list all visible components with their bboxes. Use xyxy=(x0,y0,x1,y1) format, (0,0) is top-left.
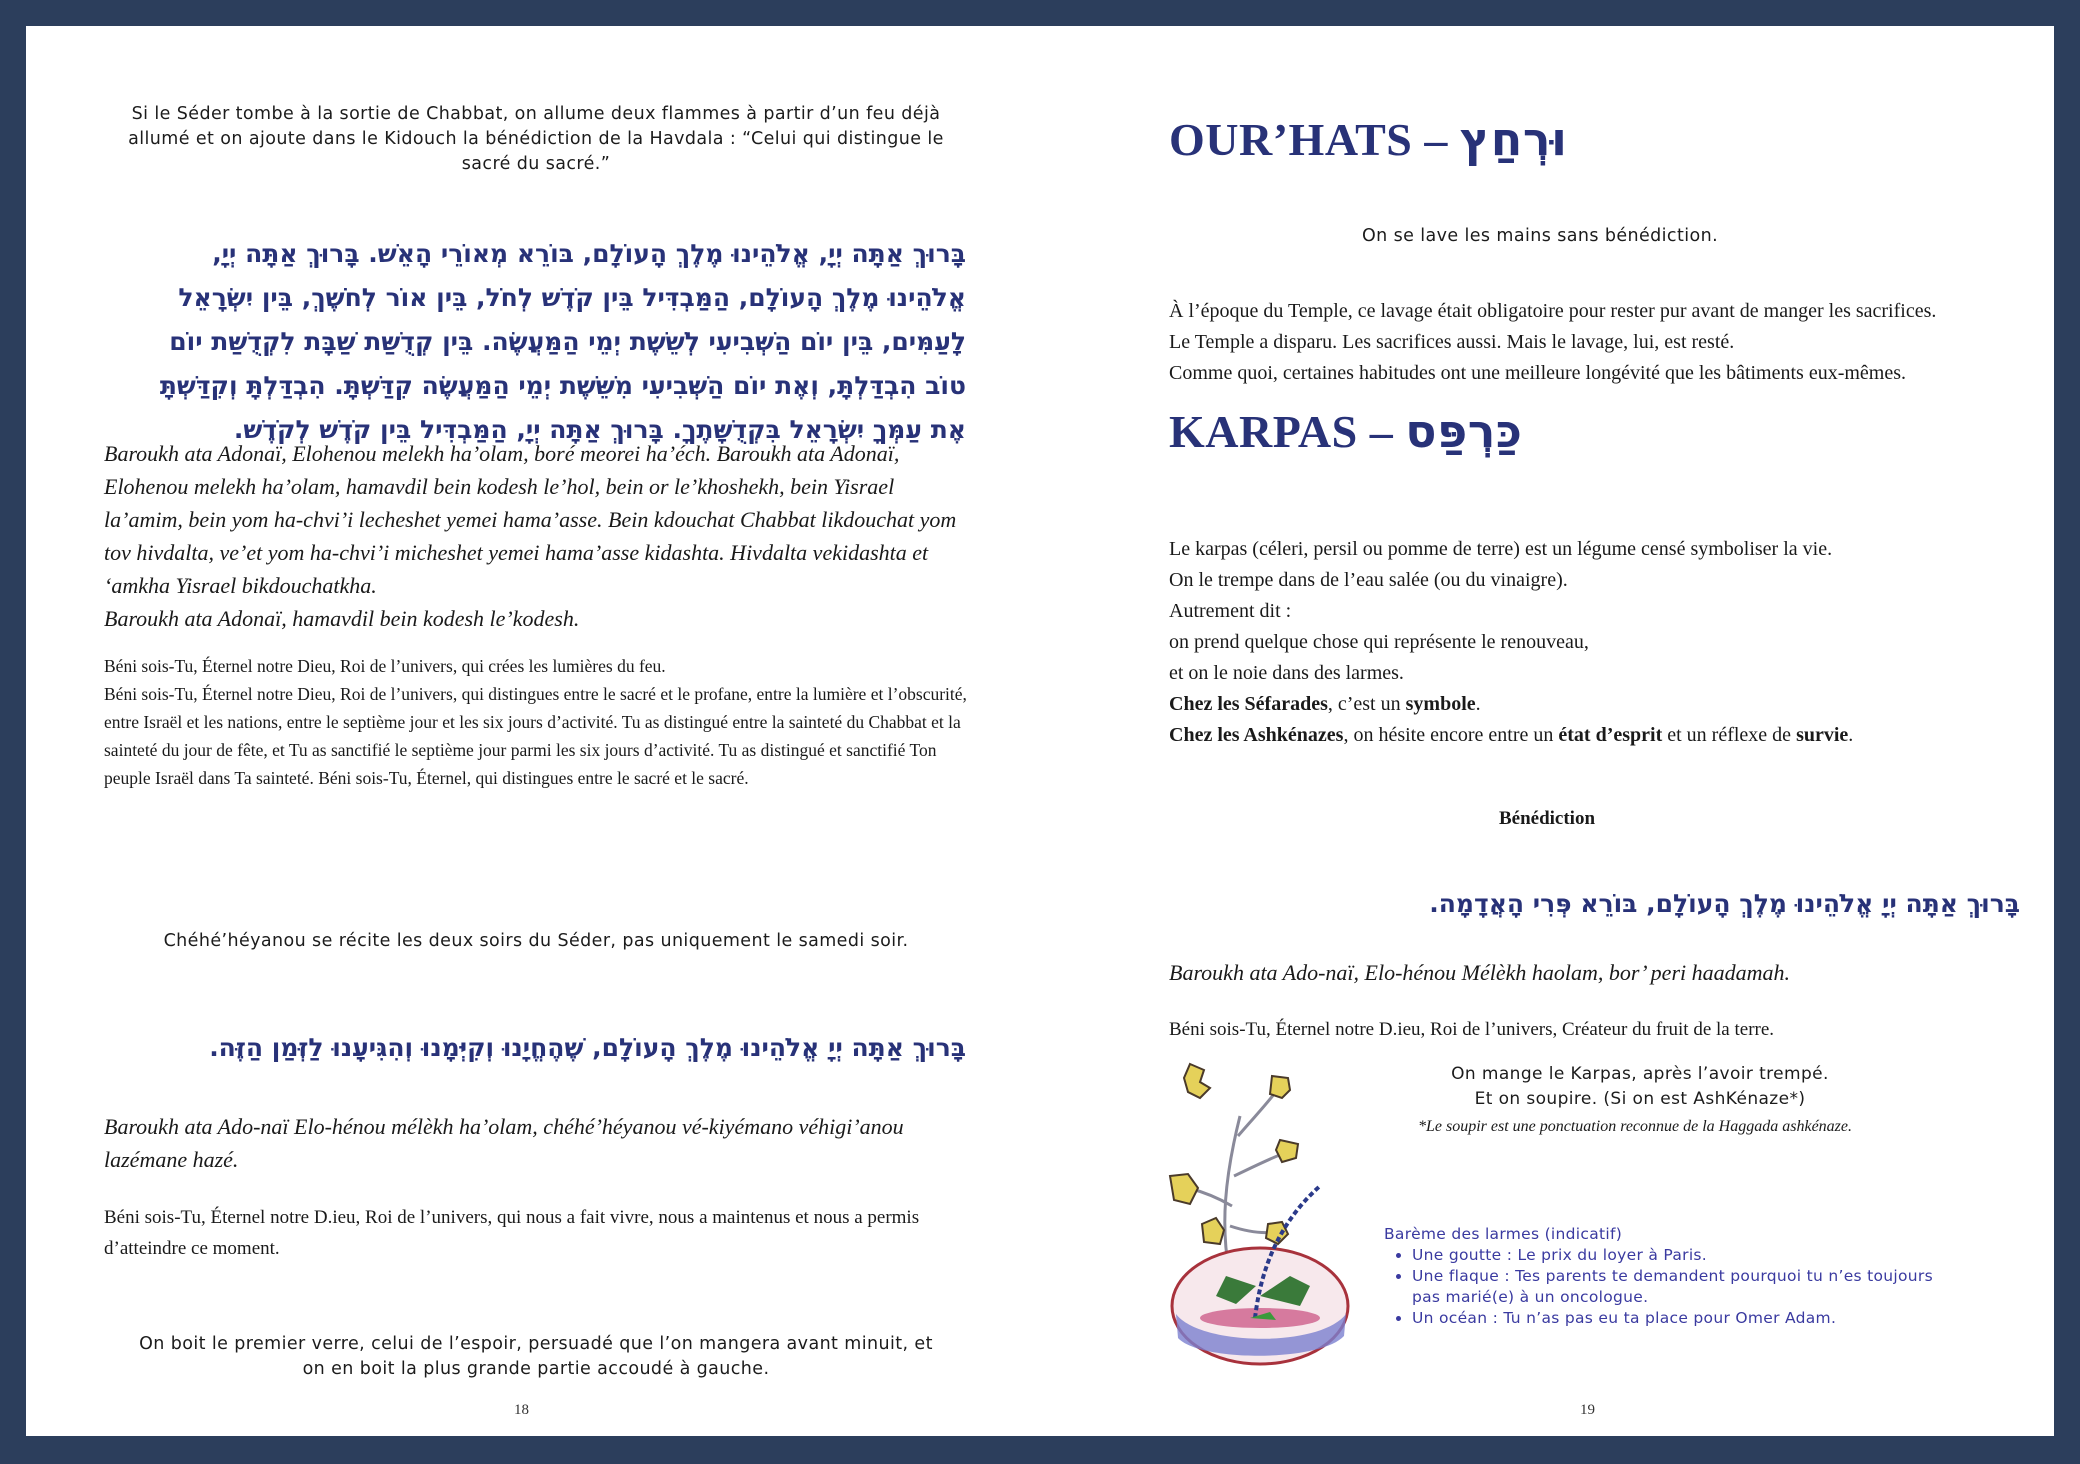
havdala-translit-main: Baroukh ata Adonaï, Elohenou melekh ha’olam, boré meorei ha’éch. Baroukh ata Adonaï, Elohenou melekh ha’olam, hamavdil bein kodesh le’hol, bein or le’khoshekh, bein Yisrael la’amim, bein yom ha-chvi’i lecheshet yemei hama’asse. Bein kdouchat Chabbat likdouchat yom tov hivdalta, ve’et yom ha-chvi’i micheshet yemei hama’asse kidashta. Hivdalta vekidashta et ‘amkha Yisrael bikdouchatkha. xyxy=(104,441,957,598)
havdala-french-line-1: Béni sois-Tu, Éternel notre Dieu, Roi de l’univers, qui crées les lumières du feu. xyxy=(104,656,666,676)
sefarades-line xyxy=(1169,689,2029,720)
page-number-left: 18 xyxy=(514,1402,529,1418)
sefarades-label: Chez les Séfarades xyxy=(1169,693,1328,715)
karpas-line-4: on prend quelque chose qui représente le renouveau, xyxy=(1169,631,1589,653)
chehe-transliteration: Baroukh ata Ado-naï Elo-hénou mélèkh ha’olam, chéhé’héyanou vé-kiyémano véhigi’anou lazémane hazé. xyxy=(104,1114,904,1172)
bareme-title: Barème des larmes (indicatif) xyxy=(1384,1225,1623,1243)
havdala-transliteration xyxy=(104,437,974,635)
wash-note: On se lave les mains sans bénédiction. xyxy=(1361,226,1719,246)
karpas-paragraph xyxy=(1169,534,2029,751)
havdala-hebrew-text: בָּרוּךְ אַתָּה יְיָ, אֱלֹהֵינוּ מֶלֶךְ הָעוֹלָם, בּוֹרֵא מְאוֹרֵי הָאֵשׁ. בָּרוּךְ אַתָּה יְיָ, אֱלֹהֵינוּ מֶלֶךְ הָעוֹלָם, הַמַּבְדִּיל בֵּין קֹדֶשׁ לְחֹל, בֵּין אוֹר לְחֹשֶׁךְ, בֵּין יִשְׂרָאֵל לָעַמִּים, בֵּין יוֹם הַשְּׁבִיעִי לְשֵׁשֶׁת יְמֵי הַמַּעֲשֶׂה. בֵּין קְדֻשַּׁת שַׁבָּת לִקְדֻשַּׁת יוֹם טוֹב הִבְדַּלְתָּ, וְאֶת יוֹם הַשְּׁבִיעִי מִשֵּׁשֶׁת יְמֵי הַמַּעֲשֶׂה קִדַּשְׁתָּ. הִבְדַּלְתָּ וְקִדַּשְׁתָּ אֶת עַמְּךָ יִשְׂרָאֵל בִּקְדֻשָּׁתֶךָ. בָּרוּךְ אַתָּה יְיָ, הַמַּבְדִּיל בֵּין קֹדֶשׁ לְקֹדֶשׁ. xyxy=(159,239,966,444)
temple-line-3: Comme quoi, certaines habitudes ont une meilleure longévité que les bâtiments eux-mêmes. xyxy=(1169,362,1907,384)
ashkenazes-line xyxy=(1169,720,2029,751)
sefarades-symbole: symbole xyxy=(1405,693,1476,715)
sefarades-end: . xyxy=(1475,693,1481,715)
sefarades-text: , c’est un xyxy=(1327,693,1406,715)
havdala-french-line-2: Béni sois-Tu, Éternel notre Dieu, Roi de l’univers, qui distingues entre le sacré et le profane, entre la lumière et l’obscurité, entre Israël et les nations, entre le septième jour et les six jours d’activité. Tu as distingué entre la sainteté du Chabbat et la sainteté du jour de fête, et Tu as sanctifié le septième jour parmi les six jours d’activité. Tu as distingué et sanctifié Ton peuple Israël dans Ta sainteté. Béni sois-Tu, Éternel, qui distingues entre le sacré et le sacré. xyxy=(104,684,967,788)
karpas-blessing-transliteration: Baroukh ata Ado-naï, Elo-hénou Mélèkh haolam, bor’ peri haadamah. xyxy=(1169,960,1791,985)
temple-line-2: Le Temple a disparu. Les sacrifices aussi. Mais le lavage, lui, est resté. xyxy=(1169,331,1735,353)
ashkenazes-text-1: , on hésite encore entre un xyxy=(1343,724,1559,746)
ashkenazes-survie: survie xyxy=(1796,724,1849,746)
karpas-line-5: et on le noie dans des larmes. xyxy=(1169,662,1404,684)
soupir-footnote: *Le soupir est une ponctuation reconnue de la Haggada ashkénaze. xyxy=(1417,1118,1852,1135)
chehe-note: Chéhé’héyanou se récite les deux soirs du Séder, pas uniquement le samedi soir. xyxy=(163,931,909,951)
karpas-line-1: Le karpas (céleri, persil ou pomme de terre) est un légume censé symboliser la vie. xyxy=(1169,538,1833,560)
right-page xyxy=(1040,26,2054,1436)
bareme-item-goutte: • Une goutte : Le prix du loyer à Paris. xyxy=(1412,1245,1944,1266)
karpas-line-2: On le trempe dans de l’eau salée (ou du vinaigre). xyxy=(1169,569,1568,591)
karpas-title xyxy=(1169,404,1523,458)
ashkenazes-end: . xyxy=(1848,724,1854,746)
karpas-title-hebrew: כַּרְפַּס xyxy=(1405,404,1523,458)
book-spread xyxy=(26,26,2054,1436)
temple-line-1: À l’époque du Temple, ce lavage était obligatoire pour rester pur avant de manger les sacrifices. xyxy=(1169,300,1937,322)
karpas-title-latin: KARPAS – xyxy=(1169,406,1394,457)
karpas-hebrew-blessing: בָּרוּךְ אַתָּה יְיָ אֱלֹהֵינוּ מֶלֶךְ הָעוֹלָם, בּוֹרֵא פְּרִי הָאֲדָמָה. xyxy=(1429,889,2020,918)
ourhats-title xyxy=(1169,112,1567,166)
ashkenazes-label: Chez les Ashkénazes xyxy=(1169,724,1344,746)
chehe-french: Béni sois-Tu, Éternel notre D.ieu, Roi de l’univers, qui nous a fait vivre, nous a maintenus et nous a permis d’atteindre ce moment. xyxy=(104,1207,920,1259)
karpas-blessing-french: Béni sois-Tu, Éternel notre D.ieu, Roi de l’univers, Créateur du fruit de la terre. xyxy=(1169,1019,1775,1040)
left-page xyxy=(26,26,1040,1436)
chehe-hebrew-text: בָּרוּךְ אַתָּה יְיָ אֱלֹהֵינוּ מֶלֶךְ הָעוֹלָם, שֶׁהֶחֱיָנוּ וְקִיְּמָנוּ וְהִגִּיעָנוּ לַזְּמַן הַזֶּה. xyxy=(209,1033,966,1062)
eat-note xyxy=(1360,1062,1920,1112)
havdala-translit-end: Baroukh ata Adonaï, hamavdil bein kodesh le’kodesh. xyxy=(104,606,580,631)
bareme-des-larmes xyxy=(1384,1224,1944,1329)
havdala-intro-note: Si le Séder tombe à la sortie de Chabbat, on allume deux flammes à partir d’un feu déjà allumé et on ajoute dans le Kidouch la bénédiction de la Havdala : “Celui qui distingue le sacré du sacré.” xyxy=(128,104,944,174)
wine-note: On boit le premier verre, celui de l’espoir, persuadé que l’on mangera avant minuit, et on en boit la plus grande partie accoudé à gauche. xyxy=(139,1334,933,1379)
ashkenazes-etat: état d’esprit xyxy=(1558,724,1663,746)
benediction-heading: Bénédiction xyxy=(1498,808,1596,829)
page-number-right: 19 xyxy=(1580,1402,1595,1418)
eat-note-line-1: On mange le Karpas, après l’avoir trempé. xyxy=(1451,1064,1829,1084)
bareme-item-ocean: • Un océan : Tu n’as pas eu ta place pour Omer Adam. xyxy=(1412,1308,1944,1329)
temple-paragraph xyxy=(1169,296,2029,389)
bareme-item-flaque: • Une flaque : Tes parents te demandent pourquoi tu n’es toujours pas marié(e) à un oncologue. xyxy=(1412,1266,1944,1308)
havdala-french xyxy=(104,652,976,792)
ashkenazes-text-2: et un réflexe de xyxy=(1662,724,1797,746)
bareme-list xyxy=(1384,1245,1944,1329)
ourhats-title-latin: OUR’HATS – xyxy=(1169,114,1448,165)
karpas-line-3: Autrement dit : xyxy=(1169,600,1292,622)
ourhats-title-hebrew: וּרְחַץ xyxy=(1459,112,1568,166)
eat-note-line-2: Et on soupire. (Si on est AshKénaze*) xyxy=(1474,1089,1806,1109)
